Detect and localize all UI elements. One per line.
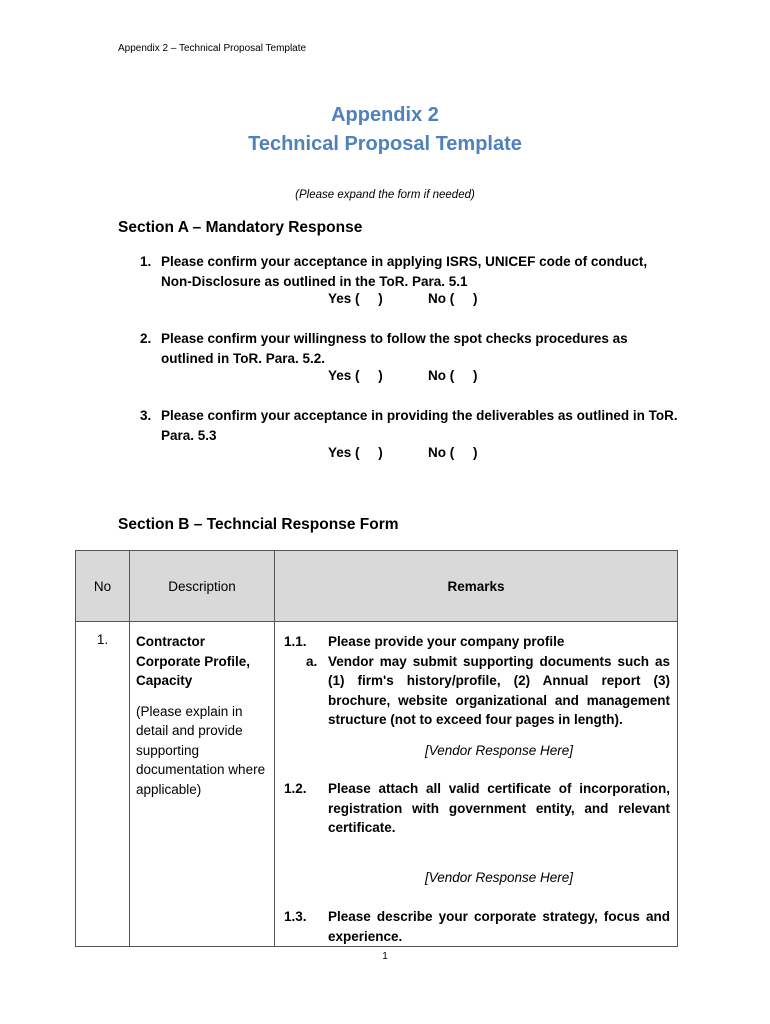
table-row	[76, 622, 678, 947]
item-number: 1.3.	[284, 909, 307, 924]
item-text: Please attach all valid certificate of incorporation, registration with government entity, and relevant certificate.	[328, 781, 670, 835]
vendor-response-field[interactable]: [Vendor Response Here]	[424, 742, 574, 758]
yes-checkbox[interactable]: Yes ( )	[328, 445, 383, 460]
row-number: 1.	[76, 622, 130, 947]
description-note: (Please explain in detail and provide supporting documentation where applicable)	[136, 703, 266, 797]
row-remarks	[275, 622, 678, 947]
yes-checkbox[interactable]: Yes ( )	[328, 291, 383, 306]
no-checkbox[interactable]: No ( )	[428, 291, 478, 306]
column-header-description: Description	[130, 551, 275, 622]
expand-note: (Please expand the form if needed)	[295, 189, 475, 201]
question-text: Please confirm your acceptance in applying ISRS, UNICEF code of conduct, Non-Disclosure as outlined in the ToR. Para. 5.1	[161, 254, 648, 289]
question-1	[140, 252, 680, 291]
question-3	[140, 406, 680, 445]
item-number: 1.2.	[284, 781, 307, 796]
no-checkbox[interactable]: No ( )	[428, 368, 478, 383]
remark-item-1-1	[282, 632, 670, 652]
question-number: 2.	[140, 331, 152, 346]
document-title-line1: Appendix 2	[331, 104, 439, 126]
item-text: Please describe your corporate strategy, focus and experience.	[328, 909, 670, 944]
question-text: Please confirm your acceptance in providing the deliverables as outlined in ToR. Para. 5.3	[161, 408, 678, 443]
remark-item-1-2	[282, 779, 670, 838]
no-checkbox[interactable]: No ( )	[428, 445, 478, 460]
question-number: 1.	[140, 254, 152, 269]
technical-response-table	[75, 550, 678, 947]
question-text: Please confirm your willingness to follow the spot checks procedures as outlined in ToR. Para. 5.2.	[161, 331, 628, 366]
subitem-text: Vendor may submit supporting documents such as (1) firm's history/profile, (2) Annual report (3) brochure, website organizational and management structure (not to exceed four pages in length).	[328, 653, 670, 727]
page-number: 1	[382, 951, 388, 962]
column-header-remarks: Remarks	[275, 551, 678, 622]
section-b-heading: Section B – Techncial Response Form	[118, 516, 399, 533]
section-a-heading: Section A – Mandatory Response	[118, 219, 363, 236]
item-number: 1.1.	[284, 634, 307, 649]
subitem-letter: a.	[306, 653, 318, 669]
running-header: Appendix 2 – Technical Proposal Template	[118, 43, 307, 54]
vendor-response-field[interactable]: [Vendor Response Here]	[424, 869, 574, 885]
column-header-no: No	[76, 551, 130, 622]
question-2	[140, 329, 680, 368]
yes-checkbox[interactable]: Yes ( )	[328, 368, 383, 383]
table-header-row	[76, 551, 678, 622]
item-text: Please provide your company profile	[328, 634, 565, 649]
remark-item-1-3	[282, 907, 670, 946]
question-number: 3.	[140, 408, 152, 423]
remark-subitem-a	[282, 652, 670, 730]
description-title: Contractor Corporate Profile, Capacity	[136, 634, 251, 688]
document-title-line2: Technical Proposal Template	[248, 133, 522, 155]
row-description	[130, 622, 275, 947]
